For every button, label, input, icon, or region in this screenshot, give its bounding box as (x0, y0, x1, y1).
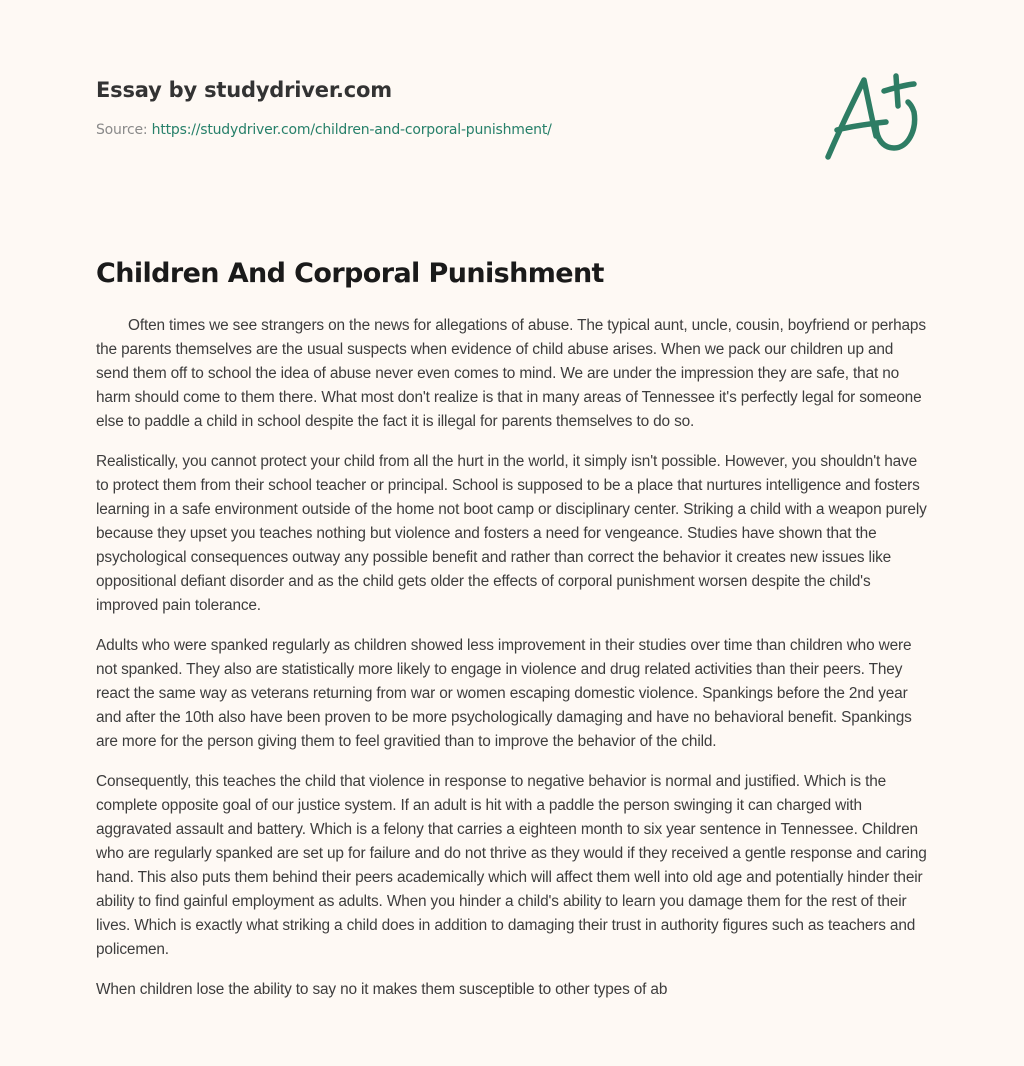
source-line (96, 120, 796, 140)
paragraph: Adults who were spanked regularly as children showed less improvement in their studies over time than children who were not spanked. They also are statistically more likely to engage in violence and drug related activities than their peers. They react the same way as veterans returning from war or women escaping domestic violence. Spankings before the 2nd year and after the 10th also have been proven to be more psychologically damaging and have no behavioral benefit. Spankings are more for the person giving them to feel gravitied than to improve the behavior of the child. (96, 637, 912, 750)
paragraph-truncated: When children lose the ability to say no it makes them susceptible to other types of ab (96, 981, 668, 998)
paragraph: Often times we see strangers on the news for allegations of abuse. The typical aunt, uncle, cousin, boyfriend or perhaps the parents themselves are the usual suspects when evidence of child abuse arises. When we pack our children up and send them off to school the idea of abuse never even comes to mind. We are under the impression they are safe, that no harm should come to them there. What most don't realize is that in many areas of Tennessee it's perfectly legal for someone else to paddle a child in school despite the fact it is illegal for parents themselves to do so. (96, 317, 926, 430)
page-header (96, 74, 796, 140)
source-link[interactable]: https://studydriver.com/children-and-corporal-punishment/ (151, 122, 552, 138)
brand-title: Essay by studydriver.com (96, 78, 392, 102)
source-label: Source: (96, 122, 148, 138)
paragraph: Consequently, this teaches the child that violence in response to negative behavior is normal and justified. Which is the complete opposite goal of our justice system. If an adult is hit with a paddle the person swinging it can charged with aggravated assault and battery. Which is a felony that carries a eighteen month to six year sentence in Tennessee. Children who are regularly spanked are set up for failure and do not thrive as they would if they received a gentle response and caring hand. This also puts them behind their peers academically which will affect them well into old age and potentially hinder their ability to find gainful employment as adults. When you hinder a child's ability to learn you damage them for the rest of their lives. Which is exactly what striking a child does in addition to damaging their trust in authority figures such as teachers and policemen. (96, 773, 927, 958)
essay-title: Children And Corporal Punishment (96, 258, 604, 289)
essay-body (96, 314, 930, 1018)
a-plus-grade-icon (820, 64, 930, 169)
paragraph: Realistically, you cannot protect your child from all the hurt in the world, it simply isn't possible. However, you shouldn't have to protect them from their school teacher or principal. School is supposed to be a place that nurtures intelligence and fosters learning in a safe environment outside of the home not boot camp or disciplinary center. Striking a child with a weapon purely because they upset you teaches nothing but violence and fosters a need for vengeance. Studies have shown that the psychological consequences outway any possible benefit and rather than correct the behavior it creates new issues like oppositional defiant disorder and as the child gets older the effects of corporal punishment worsen despite the child's improved pain tolerance. (96, 453, 927, 614)
